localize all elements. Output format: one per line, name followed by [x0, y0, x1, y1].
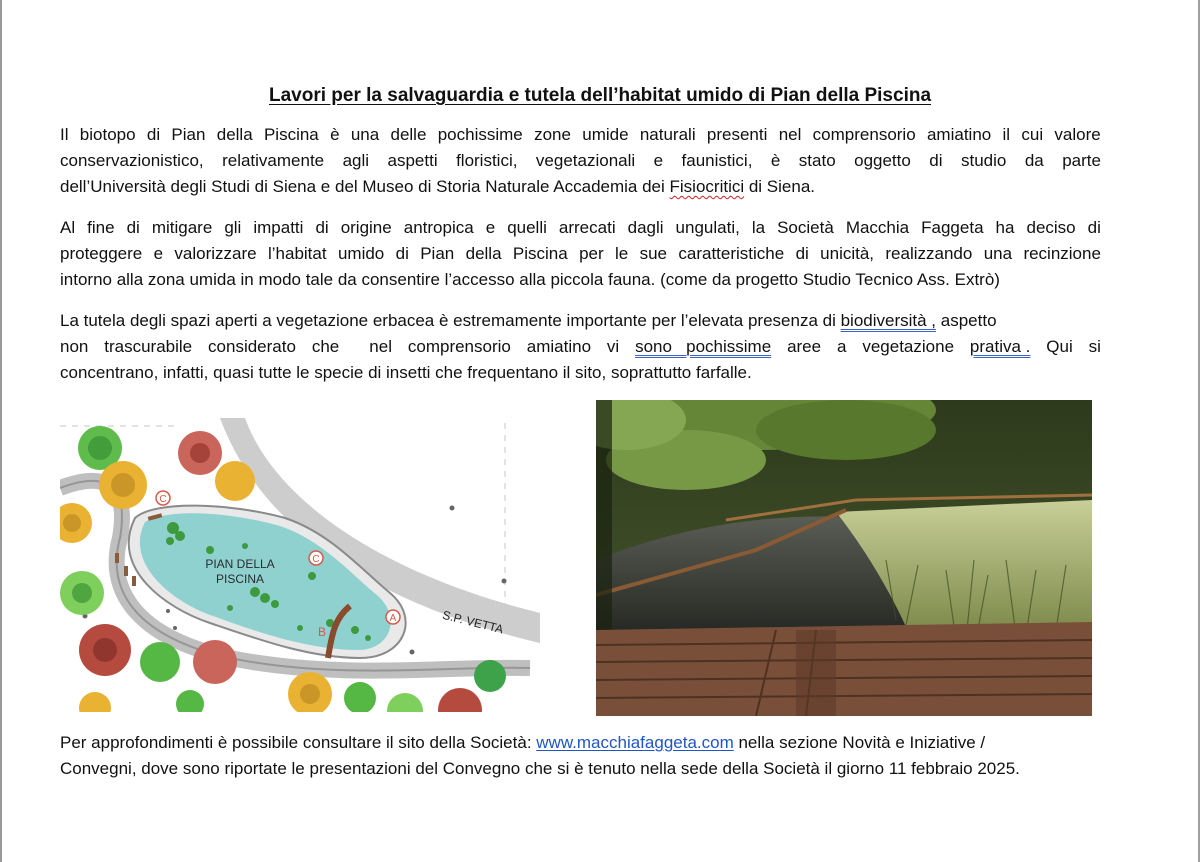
word: quelli [507, 218, 547, 237]
tree-green [140, 642, 180, 682]
paragraph-biodiversity [60, 308, 1101, 386]
word: di [315, 218, 329, 237]
marker-c-right [309, 551, 323, 565]
marker-a [386, 610, 400, 624]
word: ha [995, 218, 1015, 237]
paragraph-line [60, 730, 1101, 756]
paragraph-line: intorno alla zona umida in modo tale da consentire l’accesso alla piccola fauna. (come da progetto Studio Tecnico Ass. Extrò) [60, 270, 1000, 289]
word: cui [1021, 125, 1044, 144]
paragraph-fencing [60, 215, 1101, 293]
word: comprensorio [812, 125, 916, 144]
word: impatti [253, 218, 304, 237]
paragraph-line [60, 174, 1101, 200]
document-title: Lavori per la salvaguardia e tutela dell’habitat umido di Pian della Piscina [268, 85, 932, 106]
word: antropica [403, 218, 474, 237]
word: origine [340, 218, 392, 237]
word: Il [60, 125, 69, 144]
word: Qui [1046, 337, 1073, 356]
word: presenti [706, 125, 768, 144]
word: valore [1054, 125, 1101, 144]
word: per [579, 244, 604, 263]
word: una [983, 244, 1013, 263]
text-run: La tutela degli spazi aperti a vegetazione erbacea è estremamente importante per l’elevata presenza di [60, 311, 841, 330]
text-run: dell’Università degli Studi di Siena e del Museo di Storia Naturale Accademia dei [60, 177, 670, 196]
tree-green [344, 682, 376, 712]
word: è [770, 151, 781, 170]
word: unicità, [820, 244, 875, 263]
word: pochissime [437, 125, 523, 144]
word: arrecati [558, 218, 616, 237]
word: da [1024, 151, 1044, 170]
word: Al [60, 218, 76, 237]
spellcheck-flag: Fisiocritici [669, 177, 745, 196]
word: di [795, 244, 809, 263]
tree-red [178, 431, 222, 475]
text-run: Per approfondimenti è possibile consultare il sito della Società: [60, 733, 537, 752]
word: Società [777, 218, 834, 237]
word: Pian [171, 125, 206, 144]
word: della [216, 125, 253, 144]
marker-b-label: B [317, 625, 327, 639]
word: comprensorio [407, 337, 511, 356]
deck-post [796, 630, 836, 716]
word: vegetazione [862, 337, 955, 356]
marker-c-label: C [312, 554, 320, 565]
word: Pian [420, 244, 455, 263]
word: delle [390, 125, 427, 144]
word: valorizzare [174, 244, 257, 263]
word: di [146, 125, 161, 144]
word: della [465, 244, 502, 263]
tree-green [387, 693, 423, 712]
marker-c-top [156, 491, 170, 505]
word: considerato [208, 337, 296, 356]
paragraph-line: Convegni, dove sono riportate le presentazioni del Convegno che si è tenuto nella sede della Società il giorno 11 febbraio 2025. [60, 759, 1020, 778]
word: nel [778, 125, 802, 144]
paragraph-line: concentrano, infatti, quasi tutte le specie di insetti che frequentano il sito, soprattutto farfalle. [60, 363, 752, 382]
word: realizzando [885, 244, 973, 263]
tree-red [79, 624, 131, 676]
grammar-flag: sono pochissime [635, 337, 772, 356]
paragraph-more-info [60, 730, 1101, 782]
word: si [1088, 337, 1101, 356]
paragraph-line [60, 334, 1101, 360]
word: di [1087, 218, 1101, 237]
word: gli [224, 218, 242, 237]
word: trascurabile [104, 337, 193, 356]
word: proteggere [60, 244, 143, 263]
tree-green [60, 571, 104, 615]
tree-yellow [288, 672, 332, 712]
word: le [615, 244, 629, 263]
word: è [330, 125, 340, 144]
word: caratteristiche [678, 244, 785, 263]
word: nel [369, 337, 392, 356]
word: amiatino [526, 337, 592, 356]
word: Faggeta [921, 218, 984, 237]
tree-red [193, 640, 237, 684]
boardwalk-deck [596, 622, 1092, 716]
word: l’habitat [267, 244, 327, 263]
word: aree [787, 337, 822, 356]
word: studio [960, 151, 1007, 170]
word: di [395, 244, 409, 263]
word: sue [639, 244, 668, 263]
word: e [485, 218, 496, 237]
paragraph-biotope [60, 122, 1101, 200]
word: stato [798, 151, 836, 170]
word: di [929, 151, 943, 170]
word: dagli [627, 218, 664, 237]
word: zone [534, 125, 571, 144]
tree-green [474, 660, 506, 692]
word: oggetto [854, 151, 911, 170]
word: ungulati, [675, 218, 740, 237]
tree-yellow [215, 461, 255, 501]
word: Piscina [512, 244, 568, 263]
word: faunistici, [681, 151, 753, 170]
word: umide [582, 125, 629, 144]
word: deciso [1026, 218, 1076, 237]
lake-label-line1: PIAN DELLA [205, 557, 275, 571]
tree-yellow [79, 692, 111, 712]
marker-c-label: C [159, 494, 167, 505]
word: e [153, 244, 164, 263]
paragraph-line [60, 122, 1101, 148]
grammar-flag: prativa . [969, 337, 1031, 356]
tree-yellow [99, 461, 147, 509]
wetland-photo [596, 400, 1092, 716]
word: mitigare [151, 218, 213, 237]
lake-label-line2: PISCINA [215, 572, 265, 586]
word: recinzione [1023, 244, 1101, 263]
word: parte [1062, 151, 1101, 170]
word: e [653, 151, 664, 170]
road-label: S.P. VETTA [441, 607, 505, 637]
word: vi [606, 337, 620, 356]
tree-red [438, 688, 482, 712]
word: fine [87, 218, 115, 237]
word: umido [337, 244, 385, 263]
text-run: di Siena. [744, 177, 816, 196]
grammar-flag: biodiversità , [840, 311, 937, 330]
paragraph-line [60, 241, 1101, 267]
word: conservazionistico, [60, 151, 204, 170]
word: Macchia [845, 218, 910, 237]
tree-green [176, 690, 204, 712]
tree-yellow [60, 503, 92, 543]
word: non [60, 337, 89, 356]
word: Piscina [263, 125, 319, 144]
word: di [126, 218, 140, 237]
page-edge-left [0, 0, 2, 862]
word: biotopo [79, 125, 136, 144]
word: amiatino [926, 125, 992, 144]
paragraph-line [60, 308, 1101, 334]
text-run: aspetto [936, 311, 997, 330]
word: agli [342, 151, 370, 170]
word: relativamente [222, 151, 325, 170]
word: la [751, 218, 766, 237]
word: naturali [639, 125, 696, 144]
paragraph-line [60, 215, 1101, 241]
word: aspetti [387, 151, 438, 170]
website-link[interactable]: www.macchiafaggeta.com [536, 733, 734, 752]
word: una [350, 125, 380, 144]
paragraph-line [60, 148, 1101, 174]
text-run: nella sezione Novità e Iniziative / [733, 733, 986, 752]
word: a [836, 337, 847, 356]
marker-a-label: A [389, 613, 397, 624]
word: il [1002, 125, 1011, 144]
word: floristici, [456, 151, 518, 170]
site-map [60, 418, 540, 712]
word: che [311, 337, 354, 356]
word: vegetazionali [535, 151, 636, 170]
